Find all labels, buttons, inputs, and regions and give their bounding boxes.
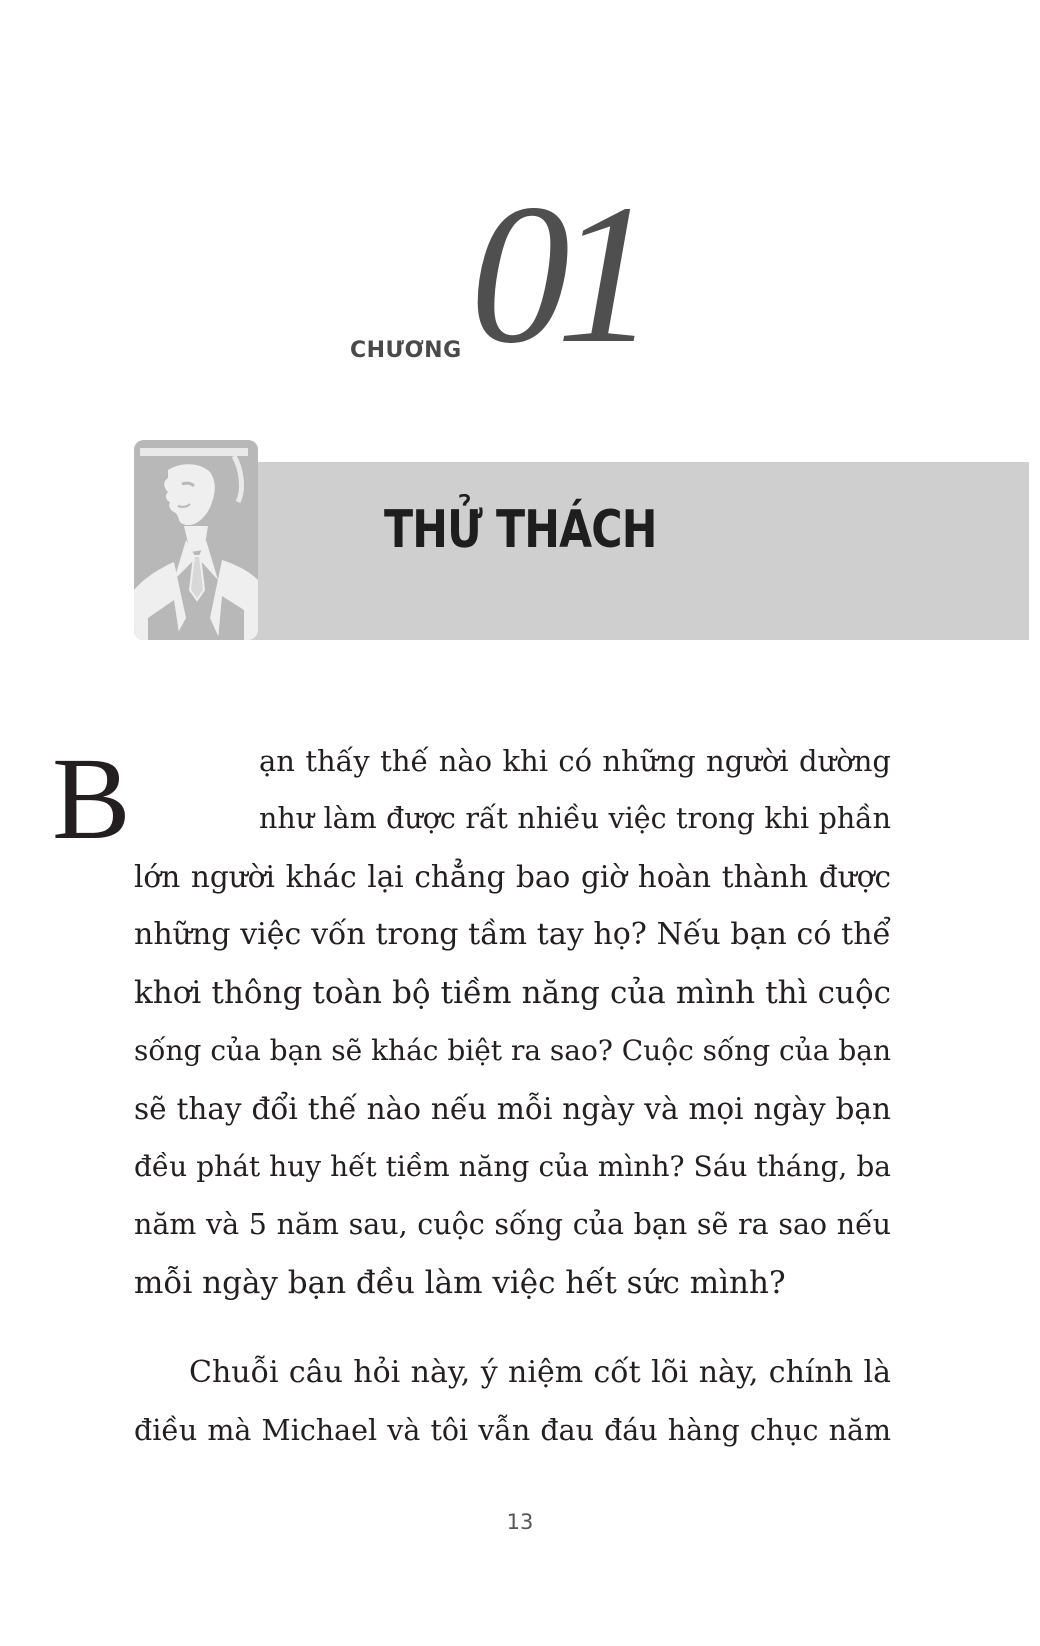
paragraph-2: [134, 1344, 891, 1460]
text-line: ạn thấy thế nào khi có những người dường: [259, 744, 891, 778]
chapter-label: CHƯƠNG: [350, 338, 462, 363]
text-line: khơi thông toàn bộ tiềm năng của mình thì cuộc: [134, 975, 891, 1011]
text-line: như làm được rất nhiều việc trong khi phần: [259, 802, 891, 835]
chapter-title: THỬ THÁCH: [384, 500, 657, 560]
chapter-number: 01: [470, 164, 642, 385]
text-line: đều phát huy hết tiềm năng của mình? Sáu tháng, ba: [134, 1150, 891, 1183]
text-line: điều mà Michael và tôi vẫn đau đáu hàng chục năm: [134, 1414, 891, 1447]
text-line: năm và 5 năm sau, cuộc sống của bạn sẽ ra sao nếu: [134, 1208, 891, 1241]
paragraph-1-opening: [259, 732, 891, 848]
man-in-hat-icon: [134, 440, 258, 640]
text-line: sẽ thay đổi thế nào nếu mỗi ngày và mọi ngày bạn: [134, 1092, 891, 1126]
text-line: những việc vốn trong tầm tay họ? Nếu bạn có thể: [134, 917, 891, 952]
text-line: lớn người khác lại chẳng bao giờ hoàn thành được: [134, 860, 891, 894]
text-line: sống của bạn sẽ khác biệt ra sao? Cuộc sống của bạn: [134, 1034, 891, 1067]
text-line: Chuỗi câu hỏi này, ý niệm cốt lõi này, chính là: [189, 1355, 891, 1390]
drop-cap: B: [52, 733, 131, 864]
portrait-illustration: [134, 440, 258, 640]
text-line: mỗi ngày bạn đều làm việc hết sức mình?: [134, 1265, 786, 1301]
page-number: 13: [506, 1510, 534, 1534]
paragraph-1-body: [134, 848, 891, 1312]
